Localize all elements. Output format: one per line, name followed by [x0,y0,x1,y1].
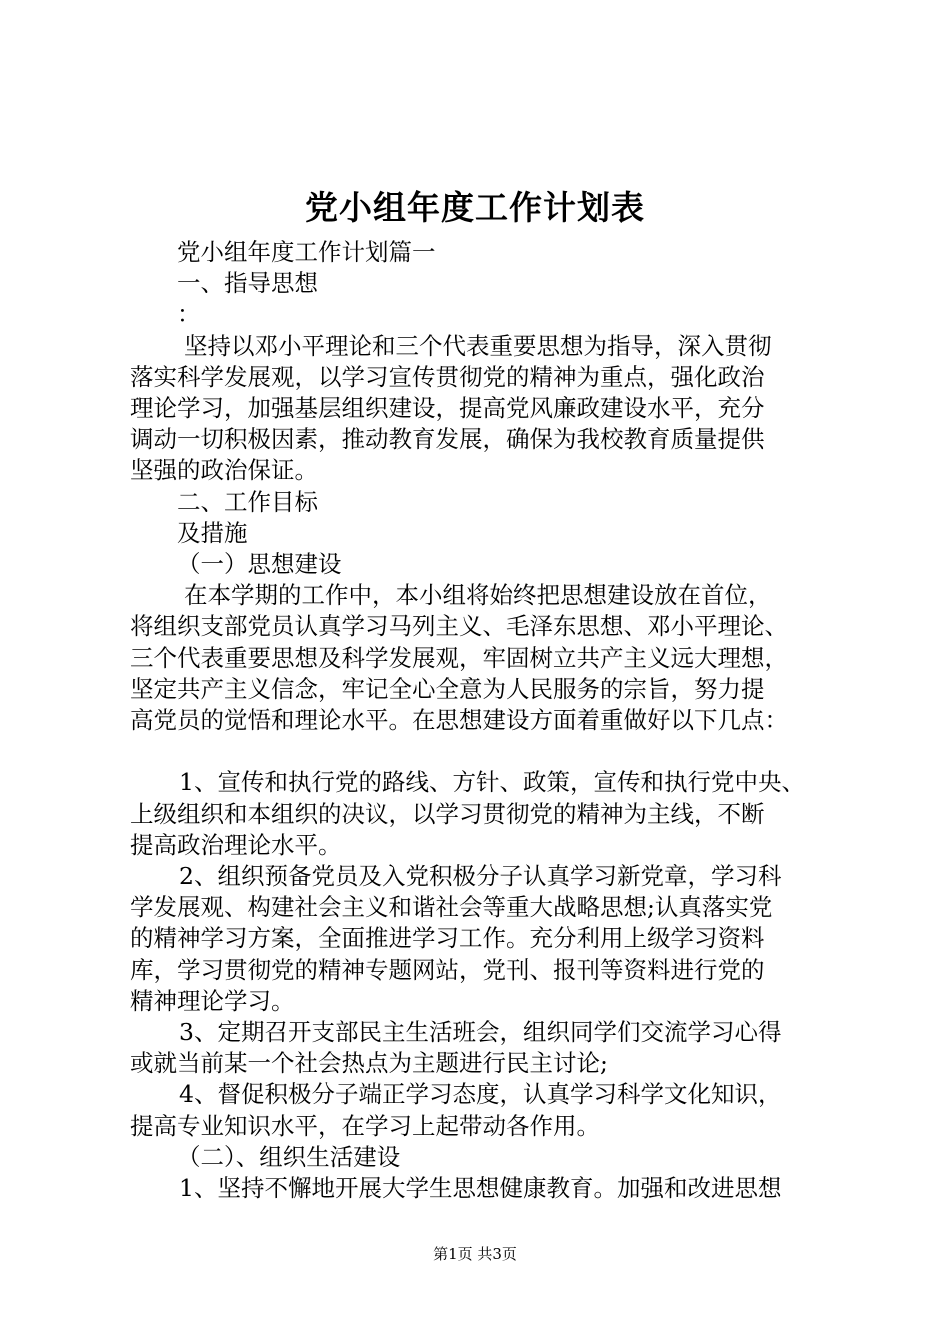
list-item-line: 或就当前某一个社会热点为主题进行民主讨论; [130,1049,608,1078]
list-item-line: 1、宣传和执行党的路线、方针、政策，宣传和执行党中央、 [179,768,805,797]
document-title: 党小组年度工作计划表 [305,188,645,227]
paragraph-line: 落实科学发展观，以学习宣传贯彻党的精神为重点，强化政治 [130,362,765,391]
paragraph-line: ： [177,300,201,329]
paragraph-line: 坚强的政治保证。 [130,456,318,485]
paragraph-line: 坚持以邓小平理论和三个代表重要思想为指导，深入贯彻 [184,331,772,360]
list-item-line: 的精神学习方案，全面推进学习工作。充分利用上级学习资料 [130,924,765,953]
list-item-line: 2、组织预备党员及入党积极分子认真学习新党章，学习科 [179,862,782,891]
paragraph-line: 将组织支部党员认真学习马列主义、毛泽东思想、邓小平理论、 [130,612,788,641]
list-item-line: 3、定期召开支部民主生活班会，组织同学们交流学习心得 [179,1018,782,1047]
document-body [130,237,832,1204]
list-item-line: 库，学习贯彻党的精神专题网站，党刊、报刊等资料进行党的 [130,955,765,984]
section-heading: 及措施 [177,518,248,547]
subsection-heading: （二）、组织生活建设 [177,1142,401,1171]
section-heading: 党小组年度工作计划篇一 [177,238,436,266]
paragraph-line: 调动一切积极因素，推动教育发展，确保为我校教育质量提供 [130,425,765,454]
paragraph-line: 理论学习，加强基层组织建设，提高党风廉政建设水平，充分 [130,394,765,423]
list-item-line: 精神理论学习。 [130,986,295,1015]
list-item-line: 提高专业知识水平，在学习上起带动各作用。 [130,1111,600,1140]
blank-line [130,736,832,767]
paragraph-line: 高党员的觉悟和理论水平。在思想建设方面着重做好以下几点： [130,706,788,735]
list-item-line: 1、坚持不懈地开展大学生思想健康教育。加强和改进思想 [179,1174,782,1203]
section-heading: 二、工作目标 [177,487,318,516]
list-item-line: 4、督促积极分子端正学习态度，认真学习科学文化知识， [179,1080,782,1109]
paragraph-line: 在本学期的工作中，本小组将始终把思想建设放在首位， [184,581,772,610]
subsection-heading: （一）思想建设 [177,550,342,579]
paragraph-line: 三个代表重要思想及科学发展观，牢固树立共产主义远大理想， [130,643,788,672]
list-item-line: 学发展观、构建社会主义和谐社会等重大战略思想;认真落实党 [130,893,773,922]
section-heading: 一、指导思想 [177,269,318,298]
list-item-line: 提高政治理论水平。 [130,830,342,859]
page-footer: 第1页 共3页 [433,1245,517,1263]
paragraph-line: 坚定共产主义信念，牢记全心全意为人民服务的宗旨，努力提 [130,674,765,703]
list-item-line: 上级组织和本组织的决议，以学习贯彻党的精神为主线，不断 [130,799,765,828]
